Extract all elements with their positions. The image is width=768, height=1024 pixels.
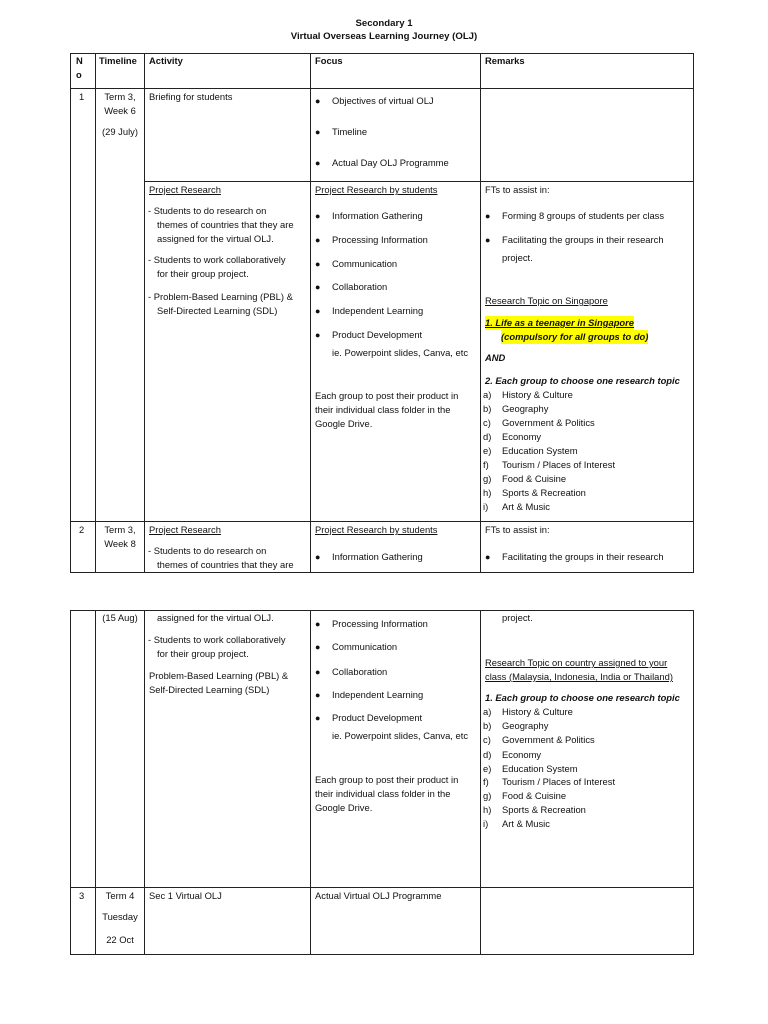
header-no-2: o [76,69,82,80]
topic-letter: d) [483,749,492,760]
topic-letter: f) [483,459,489,470]
topic-letter: h) [483,804,492,815]
row1-focus-item: Objectives of virtual OLJ [332,95,434,106]
research-post-line: their individual class folder in the [315,404,451,415]
row1-timeline-date: (29 July) [102,126,138,137]
row2-activity-line: Problem-Based Learning (PBL) & [149,670,289,681]
topic-letter: b) [483,403,492,414]
research-focus-item: Processing Information [332,234,428,245]
topic-item: Economy [502,431,542,442]
header-timeline: Timeline [99,55,137,66]
topic-letter: c) [483,417,491,428]
row2-remarks-intro: FTs to assist in: [485,524,550,535]
research-activity-line: Self-Directed Learning (SDL) [157,305,278,316]
bullet-icon: ● [315,282,321,292]
row2-focus-item: Independent Learning [332,689,424,700]
topic-item: Education System [502,445,578,456]
row1-focus-item: Actual Day OLJ Programme [332,157,449,168]
topic-item: Geography [502,720,549,731]
row2-timeline-date: (15 Aug) [102,612,138,623]
row2-focus-item: Processing Information [332,618,428,629]
topic-letter: e) [483,445,492,456]
page-title: Secondary 1 [355,18,413,29]
bullet-icon: ● [315,306,321,316]
row1-timeline-week: Week 6 [104,105,136,116]
row2-timeline-term: Term 3, [104,524,136,535]
topic-letter: f) [483,776,489,787]
row3-focus: Actual Virtual OLJ Programme [315,890,442,901]
research-post-line: Each group to post their product in [315,390,459,401]
topic-item: Tourism / Places of Interest [502,776,616,787]
topic-item: Art & Music [502,818,550,829]
bullet-icon: ● [485,235,491,245]
topic-item: Food & Cuisine [502,473,567,484]
row2-topic-heading: Research Topic on country assigned to your [485,657,668,668]
bullet-icon: ● [315,667,321,677]
bullet-icon: ● [315,552,321,562]
research-activity-line: - Problem-Based Learning (PBL) & [148,291,293,302]
row2-activity-line: assigned for the virtual OLJ. [157,612,274,623]
research-focus-item: Communication [332,258,398,269]
research-and: AND [485,352,506,363]
row2-activity-line: Self-Directed Learning (SDL) [149,684,270,695]
row2-activity-line: - Students to do research on [148,545,267,556]
topic-item: Tourism / Places of Interest [502,459,616,470]
row2-focus-item: Communication [332,641,398,652]
row2-focus-item: Information Gathering [332,551,423,562]
research-topic2: 2. Each group to choose one research topic [485,375,680,386]
topic-letter: a) [483,706,492,717]
row2-activity-line: themes of countries that they are [157,559,294,570]
row2-topic1: 1. Each group to choose one research topic [485,692,680,703]
research-focus-item: Independent Learning [332,305,424,316]
header-no-1: N [76,55,83,66]
topic-letter: a) [483,389,492,400]
research-post-line: Google Drive. [315,418,373,429]
row3-timeline-term: Term 4 [105,890,135,901]
row2-number: 2 [79,524,85,535]
header-activity: Activity [149,55,183,66]
topic-item: Sports & Recreation [502,804,586,815]
topic-letter: e) [483,763,492,774]
bullet-icon: ● [315,211,321,221]
row2-remarks-cont: project. [502,612,533,623]
topic-item: Government & Politics [502,734,595,745]
bullet-icon: ● [485,211,491,221]
row2-post-line: their individual class folder in the [315,788,451,799]
row2-remarks-bullet: Facilitating the groups in their research [502,551,664,562]
bullet-icon: ● [315,619,321,629]
research-remarks-bullet: project. [502,252,533,263]
topic-item: Education System [502,763,578,774]
topic-letter: i) [483,818,489,829]
row1-number: 1 [79,91,85,102]
research-remarks-bullet: Forming 8 groups of students per class [502,210,665,221]
topic-item: Economy [502,749,542,760]
research-topic1-line2: (compulsory for all groups to do) [501,331,649,342]
topic-item: Government & Politics [502,417,595,428]
row3-timeline-date: 22 Oct [106,934,134,945]
header-remarks: Remarks [485,55,525,66]
topic-letter: g) [483,790,492,801]
research-topic1-line1: 1. Life as a teenager in Singapore [485,317,635,328]
topic-item: History & Culture [502,389,573,400]
topic-letter: d) [483,431,492,442]
research-focus-title: Project Research by students [315,184,438,195]
topic-letter: i) [483,501,489,512]
research-activity-line: themes of countries that they are [157,219,294,230]
topic-item: Sports & Recreation [502,487,586,498]
research-activity-title: Project Research [149,184,221,195]
row2-activity-line: for their group project. [157,648,249,659]
bullet-icon: ● [315,96,321,106]
research-activity-line: for their group project. [157,268,249,279]
bullet-icon: ● [315,690,321,700]
topic-item: History & Culture [502,706,573,717]
header-focus: Focus [315,55,343,66]
topic-item: Geography [502,403,549,414]
row2-focus-item: Collaboration [332,666,388,677]
bullet-icon: ● [485,552,491,562]
research-focus-item: Information Gathering [332,210,423,221]
bullet-icon: ● [315,158,321,168]
research-remarks-intro: FTs to assist in: [485,184,550,195]
topic-letter: h) [483,487,492,498]
research-focus-item: Product Development [332,329,423,340]
row1-timeline-term: Term 3, [104,91,136,102]
row2-focus-note: ie. Powerpoint slides, Canva, etc [332,730,469,741]
row2-focus-title: Project Research by students [315,524,438,535]
row2-focus-item: Product Development [332,712,423,723]
research-topic-heading: Research Topic on Singapore [485,295,608,306]
research-remarks-bullet: Facilitating the groups in their research [502,234,664,245]
bullet-icon: ● [315,259,321,269]
bullet-icon: ● [315,235,321,245]
row2-activity-title: Project Research [149,524,221,535]
bullet-icon: ● [315,713,321,723]
research-focus-note: ie. Powerpoint slides, Canva, etc [332,347,469,358]
topic-letter: b) [483,720,492,731]
research-activity-line: - Students to do research on [148,205,267,216]
row1-activity: Briefing for students [149,91,233,102]
topic-item: Food & Cuisine [502,790,567,801]
row2-timeline-week: Week 8 [104,538,136,549]
bullet-icon: ● [315,127,321,137]
row2-post-line: Google Drive. [315,802,373,813]
page-subtitle: Virtual Overseas Learning Journey (OLJ) [290,31,478,42]
bullet-icon: ● [315,642,321,652]
row3-timeline-day: Tuesday [102,911,138,922]
research-activity-line: - Students to work collaboratively [148,254,286,265]
row2-activity-line: - Students to work collaboratively [148,634,286,645]
topic-letter: c) [483,734,491,745]
row2-post-line: Each group to post their product in [315,774,459,785]
row3-activity: Sec 1 Virtual OLJ [149,890,222,901]
bullet-icon: ● [315,330,321,340]
row3-number: 3 [79,890,85,901]
row1-focus-item: Timeline [332,126,368,137]
research-focus-item: Collaboration [332,281,388,292]
row2-topic-heading: class (Malaysia, Indonesia, India or Thailand) [485,671,673,682]
topic-letter: g) [483,473,492,484]
research-activity-line: assigned for the virtual OLJ. [157,233,274,244]
topic-item: Art & Music [502,501,550,512]
